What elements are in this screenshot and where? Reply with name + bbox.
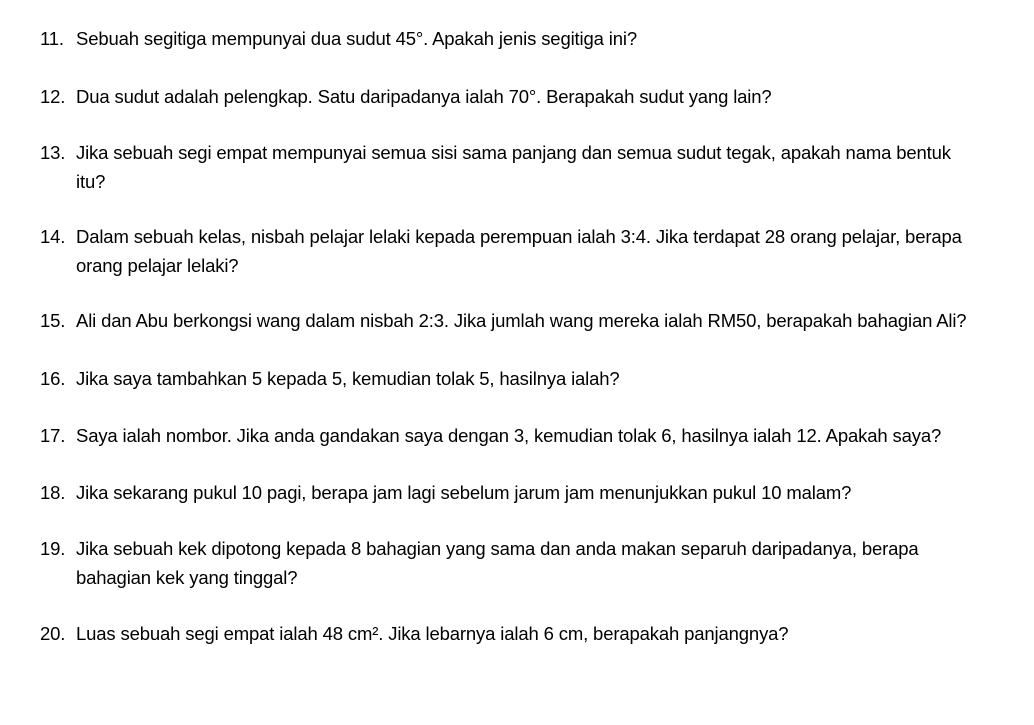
question-number: 13. [40, 142, 66, 163]
question-text-continued: orang pelajar lelaki? [76, 255, 239, 276]
question-text: Dalam sebuah kelas, nisbah pelajar lelaki kepada perempuan ialah 3:4. Jika terdapat 28 orang pelajar, berapa [76, 226, 962, 247]
question-text-continued: itu? [76, 171, 106, 192]
question-text: Jika saya tambahkan 5 kepada 5, kemudian tolak 5, hasilnya ialah? [76, 368, 620, 389]
question-number: 20. [40, 623, 66, 644]
question-text: Luas sebuah segi empat ialah 48 cm². Jika lebarnya ialah 6 cm, berapakah panjangnya? [76, 623, 789, 644]
question-number: 16. [40, 368, 66, 389]
question-text: Dua sudut adalah pelengkap. Satu daripadanya ialah 70°. Berapakah sudut yang lain? [76, 86, 772, 107]
question-number: 11. [40, 28, 64, 49]
question-text: Sebuah segitiga mempunyai dua sudut 45°. Apakah jenis segitiga ini? [76, 28, 637, 49]
question-text: Jika sebuah kek dipotong kepada 8 bahagian yang sama dan anda makan separuh daripadanya, berapa [76, 538, 919, 559]
question-text: Jika sekarang pukul 10 pagi, berapa jam lagi sebelum jarum jam menunjukkan pukul 10 malam? [76, 482, 852, 503]
question-number: 15. [40, 310, 66, 331]
question-text: Jika sebuah segi empat mempunyai semua sisi sama panjang dan semua sudut tegak, apakah nama bentuk [76, 142, 951, 163]
question-number: 18. [40, 482, 66, 503]
question-text: Saya ialah nombor. Jika anda gandakan saya dengan 3, kemudian tolak 6, hasilnya ialah 12. Apakah saya? [76, 425, 942, 446]
question-text-continued: bahagian kek yang tinggal? [76, 567, 298, 588]
question-number: 19. [40, 538, 66, 559]
question-text: Ali dan Abu berkongsi wang dalam nisbah 2:3. Jika jumlah wang mereka ialah RM50, berapakah bahagian Ali? [76, 310, 967, 331]
question-number: 17. [40, 425, 66, 446]
question-number: 12. [40, 86, 66, 107]
question-number: 14. [40, 226, 66, 247]
